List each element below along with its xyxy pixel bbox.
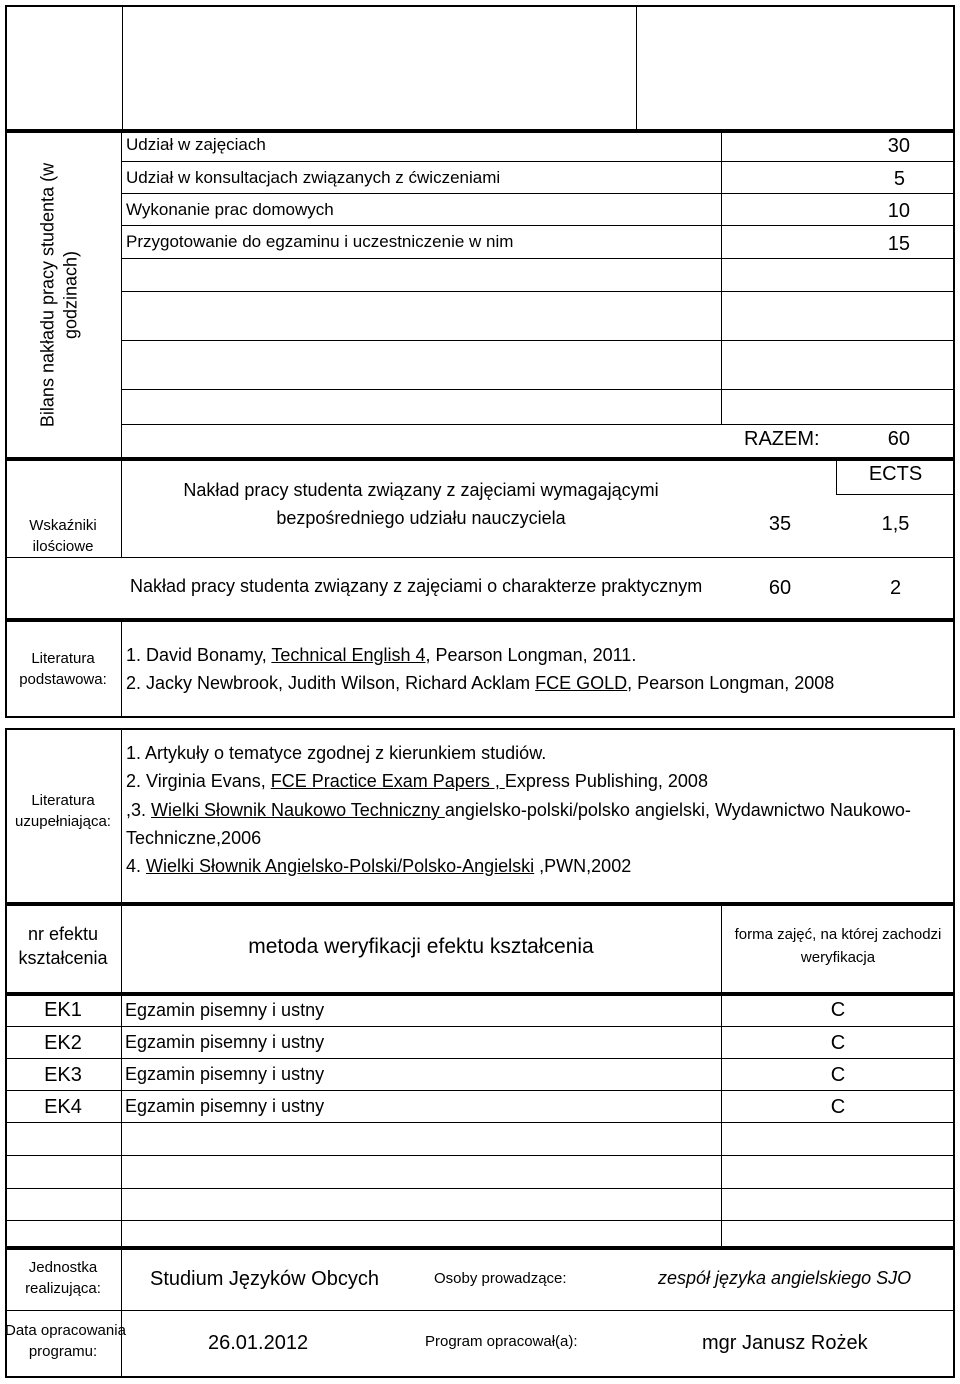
- effect-code: EK2: [44, 1032, 82, 1054]
- indicators-section-label: ilościowe: [32, 538, 94, 555]
- top-blank-table: [5, 5, 955, 131]
- indicators-section-label: Wskaźniki: [29, 517, 97, 534]
- workload-row-label: Wykonanie prac domowych: [126, 200, 334, 219]
- book-title: FCE GOLD: [535, 673, 628, 693]
- workload-row-line: [121, 340, 955, 341]
- workload-section-label: Bilans nakładu pracy studenta (w godzinach): [37, 162, 81, 428]
- workload-row-line: [121, 258, 955, 259]
- footer-row-line: [5, 1310, 955, 1311]
- literature-extra-item: 2. Virginia Evans, FCE Practice Exam Papers , Express Publishing, 2008: [126, 771, 708, 791]
- literature-basic-item: 2. Jacky Newbrook, Judith Wilson, Richard Acklam FCE GOLD, Pearson Longman, 2008: [126, 673, 835, 693]
- author-value: mgr Janusz Rożek: [702, 1332, 868, 1354]
- verification-divider: [121, 994, 122, 1248]
- book-title: Wielki Słownik Naukowo Techniczny: [151, 800, 445, 820]
- top-divider-2: [636, 5, 637, 131]
- literature-extra-label: uzupełniająca:: [15, 813, 111, 830]
- footer-divider: [121, 1248, 122, 1378]
- effect-code: EK4: [44, 1096, 82, 1118]
- indicator-ects: 1,5: [881, 513, 910, 535]
- workload-row-line: [121, 161, 955, 162]
- literature-extra-item-cont: Techniczne,2006: [126, 828, 262, 848]
- workload-row-label: Przygotowanie do egzaminu i uczestniczenie w nim: [126, 232, 514, 251]
- verification-row-line: [5, 1058, 955, 1059]
- workload-row-value: 5: [893, 168, 905, 190]
- workload-row-value: 15: [887, 233, 910, 255]
- indicator-text: bezpośredniego udziału nauczyciela: [276, 508, 566, 528]
- workload-row-line: [121, 225, 955, 226]
- verification-row-line: [5, 1155, 955, 1156]
- teachers-value: zespół języka angielskiego SJO: [658, 1268, 912, 1288]
- verification-method: Egzamin pisemny i ustny: [125, 1000, 325, 1020]
- top-divider-1: [122, 5, 123, 131]
- literature-extra-item: 4. Wielki Słownik Angielsko-Polski/Polsko-Angielski ,PWN,2002: [126, 856, 632, 876]
- unit-value: Studium Języków Obcych: [150, 1268, 379, 1290]
- workload-row-line: [121, 389, 955, 390]
- workload-row-line: [121, 193, 955, 194]
- author-label: Program opracował(a):: [425, 1333, 578, 1350]
- literature-basic-table: [5, 620, 955, 718]
- book-title: FCE Practice Exam Papers ,: [270, 771, 505, 791]
- workload-row-value: 10: [887, 200, 910, 222]
- verification-header-form: weryfikacja: [800, 949, 876, 966]
- workload-row-label: Udział w konsultacjach związanych z ćwiczeniami: [126, 168, 501, 187]
- verification-form: C: [830, 1032, 846, 1054]
- verification-row-line: [5, 1122, 955, 1123]
- indicator-text: Nakład pracy studenta związany z zajęciami o charakterze praktycznym: [130, 576, 703, 596]
- indicator-ects: 2: [889, 577, 902, 599]
- literature-extra-label: Literatura: [31, 792, 95, 809]
- verification-method: Egzamin pisemny i ustny: [125, 1096, 325, 1116]
- workload-value-divider: [721, 131, 722, 424]
- literature-extra-item: ,3. Wielki Słownik Naukowo Techniczny angielsko-polski/polsko angielski, Wydawnictwo Naukowo-: [126, 800, 911, 820]
- ects-header: ECTS: [868, 463, 923, 485]
- literature-basic-divider: [121, 620, 122, 718]
- date-value: 26.01.2012: [208, 1332, 309, 1354]
- unit-label: Jednostka: [28, 1259, 98, 1276]
- verification-header-code: kształcenia: [18, 948, 108, 968]
- workload-row-line: [121, 291, 955, 292]
- verification-row-line: [5, 1026, 955, 1027]
- verification-row-line: [5, 1090, 955, 1091]
- teachers-label: Osoby prowadzące:: [434, 1270, 567, 1287]
- verification-form: C: [830, 1064, 846, 1086]
- literature-basic-item: 1. David Bonamy, Technical English 4, Pearson Longman, 2011.: [126, 645, 637, 665]
- effect-code: EK1: [44, 999, 82, 1021]
- verification-form: C: [830, 999, 846, 1021]
- date-label: Data opracowania: [5, 1322, 126, 1339]
- verification-row-line: [5, 1188, 955, 1189]
- book-title: Technical English 4: [271, 645, 426, 665]
- indicator-hours: 60: [768, 577, 792, 599]
- date-label: programu:: [28, 1343, 98, 1360]
- indicator-hours: 35: [768, 513, 792, 535]
- literature-basic-label: podstawowa:: [19, 671, 107, 688]
- workload-label-divider: [121, 131, 122, 459]
- workload-total-label: RAZEM:: [744, 428, 820, 450]
- verification-form: C: [830, 1096, 846, 1118]
- workload-row-label: Udział w zajęciach: [126, 135, 266, 154]
- indicators-ects-line: [836, 494, 955, 495]
- book-title: Wielki Słownik Angielsko-Polski/Polsko-Angielski: [146, 856, 535, 876]
- effect-code: EK3: [44, 1064, 82, 1086]
- verification-header-code: nr efektu: [27, 924, 99, 944]
- indicator-text: Nakład pracy studenta związany z zajęciami wymagającymi: [183, 480, 659, 500]
- indicators-row-line: [5, 557, 955, 558]
- verification-row-line: [5, 1220, 955, 1221]
- unit-label: realizująca:: [25, 1280, 101, 1297]
- verification-header-method: metoda weryfikacji efektu kształcenia: [248, 935, 594, 958]
- literature-extra-divider: [121, 728, 122, 904]
- workload-row-line: [121, 424, 955, 425]
- verification-method: Egzamin pisemny i ustny: [125, 1064, 325, 1084]
- verification-method: Egzamin pisemny i ustny: [125, 1032, 325, 1052]
- literature-basic-label: Literatura: [31, 650, 95, 667]
- literature-extra-item: 1. Artykuły o tematyce zgodnej z kierunkiem studiów.: [126, 743, 547, 763]
- workload-total-value: 60: [887, 428, 910, 450]
- verification-header-form: forma zajęć, na której zachodzi: [734, 926, 942, 943]
- workload-row-value: 30: [887, 135, 910, 157]
